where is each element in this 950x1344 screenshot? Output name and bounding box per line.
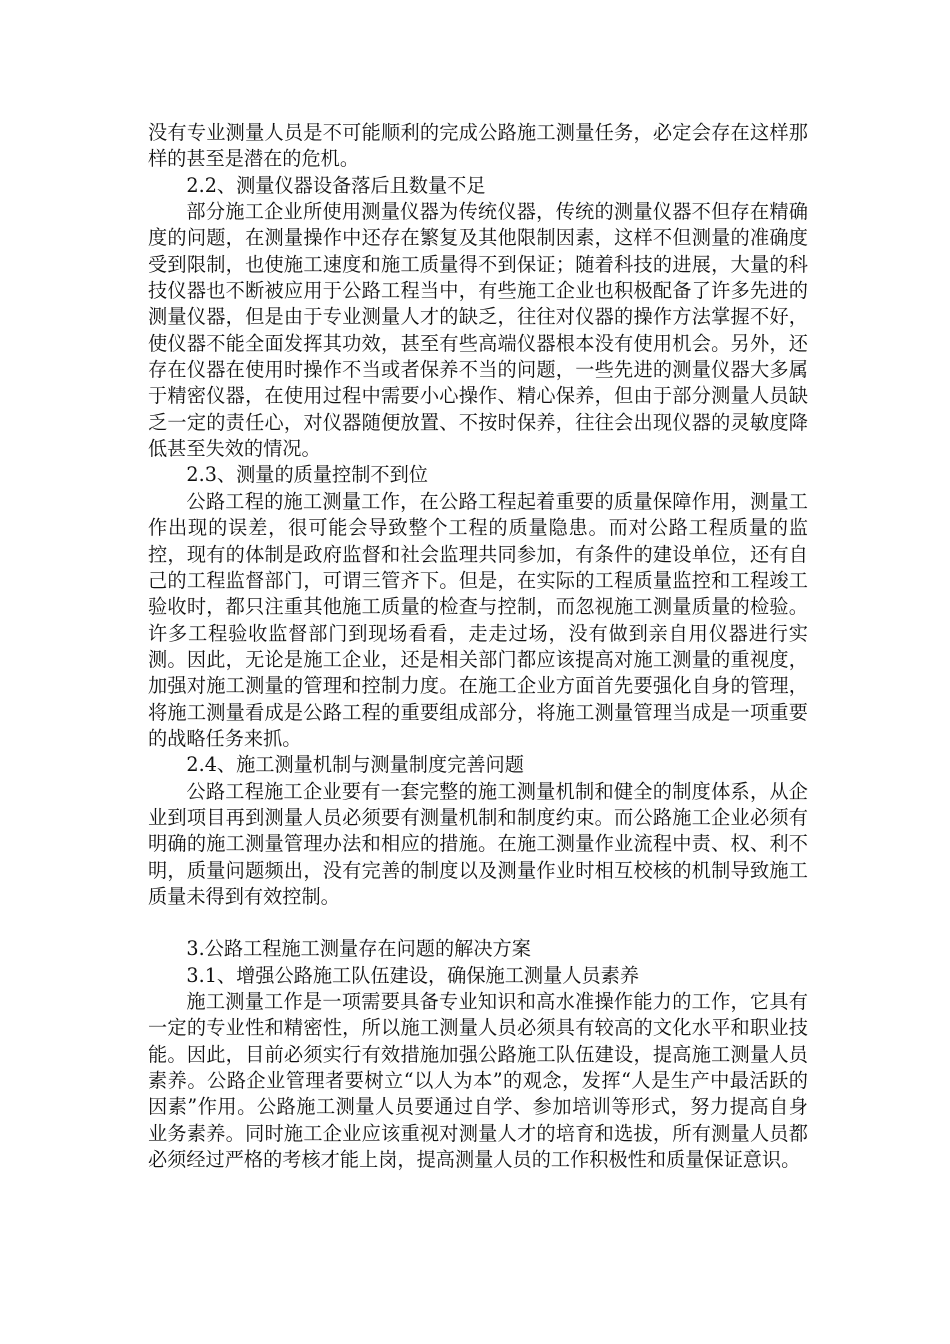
paragraph-2-4: 公路工程施工企业要有一套完整的施工测量机制和健全的制度体系，从企业到项目再到测量人员必须要有测量机制和制度约束。而公路施工企业必须有明确的施工测量管理办法和相应的措施。在施工测量作业流程中责、权、利不明，质量问题频出，没有完善的制度以及测量作业时相互校核的机制导致施工质量未得到有效控制。 xyxy=(148,779,808,908)
section-heading-2-2: 2.2、测量仪器设备落后且数量不足 xyxy=(186,173,486,197)
paragraph-2-2: 部分施工企业所使用测量仪器为传统仪器，传统的测量仪器不但存在精确度的问题，在测量操作中还存在繁复及其他限制因素，这样不但测量的准确度受到限制，也使施工速度和施工质量得不到保证；随着科技的进展，大量的科技仪器也不断被应用于公路工程当中，有些施工企业也积极配备了许多先进的测量仪器，但是由于专业测量人才的缺乏，往往对仪器的操作方法掌握不好，使仪器不能全面发挥其功效，甚至有些高端仪器根本没有使用机会。另外，还存在仪器在使用时操作不当或者保养不当的问题，一些先进的测量仪器大多属于精密仪器，在使用过程中需要小心操作、精心保养，但由于部分测量人员缺乏一定的责任心，对仪器随便放置、不按时保养，往往会出现仪器的灵敏度降低甚至失效的情况。 xyxy=(148,200,808,461)
paragraph-continuation: 没有专业测量人员是不可能顺利的完成公路施工测量任务，必定会存在这样那样的甚至是潜在的危机。 xyxy=(148,121,808,171)
section-heading-3-1: 3.1、增强公路施工队伍建设，确保施工测量人员素养 xyxy=(186,963,640,987)
section-heading-2-3: 2.3、测量的质量控制不到位 xyxy=(186,463,428,487)
section-heading-2-4: 2.4、施工测量机制与测量制度完善问题 xyxy=(186,753,524,777)
section-heading-3: 3.公路工程施工测量存在问题的解决方案 xyxy=(186,937,531,961)
section-spacer xyxy=(148,910,808,936)
document-page xyxy=(148,120,808,1173)
paragraph-3-1: 施工测量工作是一项需要具备专业知识和高水准操作能力的工作，它具有一定的专业性和精密性，所以施工测量人员必须具有较高的文化水平和职业技能。因此，目前必须实行有效措施加强公路施工队伍建设，提高施工测量人员素养。公路企业管理者要树立“以人为本”的观念，发挥“人是生产中最活跃的因素”作用。公路施工测量人员要通过自学、参加培训等形式，努力提高自身业务素养。同时施工企业应该重视对测量人才的培育和选拔，所有测量人员都必须经过严格的考核才能上岗，提高测量人员的工作积极性和质量保证意识。 xyxy=(148,990,808,1172)
paragraph-2-3: 公路工程的施工测量工作，在公路工程起着重要的质量保障作用，测量工作出现的误差，很可能会导致整个工程的质量隐患。而对公路工程质量的监控，现有的体制是政府监督和社会监理共同参加，有条件的建设单位，还有自己的工程监督部门，可谓三管齐下。但是，在实际的工程质量监控和工程竣工验收时，都只注重其他施工质量的检查与控制，而忽视施工测量质量的检验。许多工程验收监督部门到现场看看，走走过场，没有做到亲自用仪器进行实测。因此，无论是施工企业，还是相关部门都应该提高对施工测量的重视度，加强对施工测量的管理和控制力度。在施工企业方面首先要强化自身的管理，将施工测量看成是公路工程的重要组成部分，将施工测量管理当成是一项重要的战略任务来抓。 xyxy=(148,489,808,750)
